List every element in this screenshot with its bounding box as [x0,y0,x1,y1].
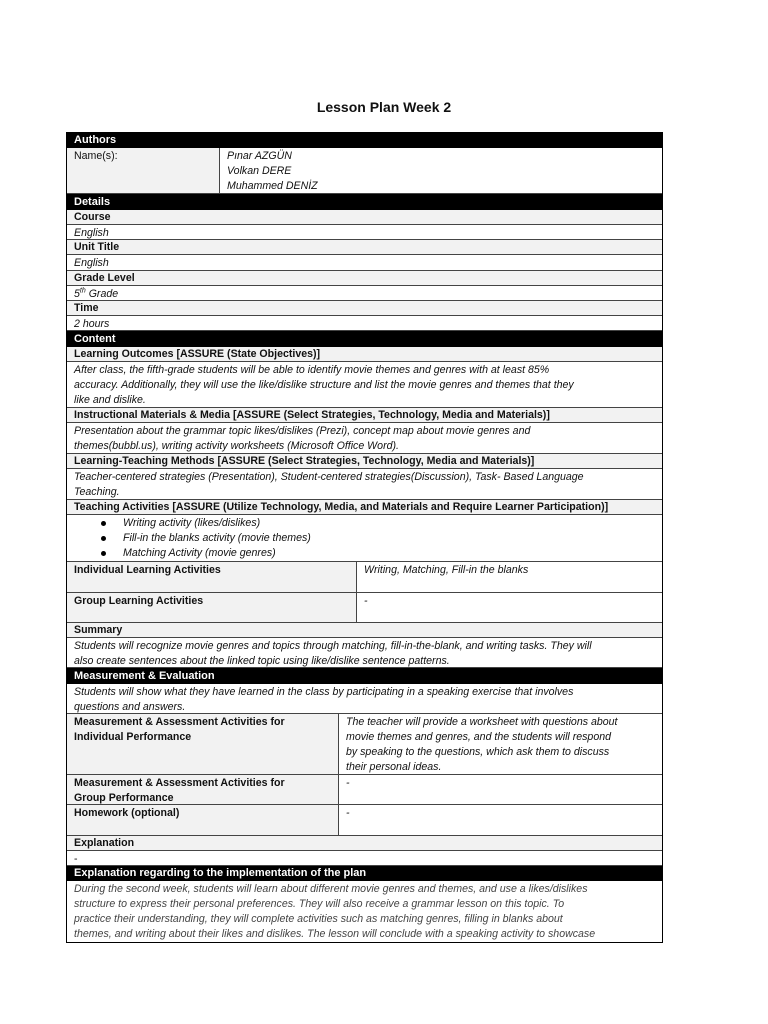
homework-row [67,805,662,836]
activities-title: Teaching Activities [74,501,170,513]
text-line: themes, and writing about their likes and dislikes. The lesson will conclude with a speaking activity to showcase [74,928,596,940]
text-line: accuracy. Additionally, they will use the like/dislike structure and list the movie genres and themes that they [74,379,574,391]
authors-header: Authors [67,132,662,148]
materials-tag: [ASSURE (Select Strategies, Technology, Media and Materials)] [232,409,550,421]
homework-label: Homework (optional) [67,805,339,835]
individual-assessment-label [67,714,339,774]
individual-assessment-row [67,714,662,775]
measurement-header: Measurement & Evaluation [67,668,662,684]
individual-activities-row [67,562,662,593]
grade-number: 5 [74,288,80,300]
text-line: structure to express their personal preferences. They will also receive a grammar lesson on this topic. To [74,898,565,910]
outcomes-title: Learning Outcomes [74,348,174,360]
group-activities-label: Group Learning Activities [67,593,357,622]
text-line: by speaking to the questions, which ask them to discuss [346,746,610,758]
materials-text [67,423,662,454]
list-item [67,546,662,561]
page-title: Lesson Plan Week 2 [316,99,452,115]
text-line: questions and answers. [74,701,186,713]
group-assessment-label [67,775,339,804]
individual-assessment-value [339,714,662,774]
implementation-text [67,881,662,942]
text-line: After class, the fifth-grade students will be able to identify movie themes and genres with at least 85% [74,364,550,376]
list-item [67,516,662,531]
author-name: Pınar AZGÜN [227,150,292,162]
time-value: 2 hours [67,316,662,331]
time-label: Time [67,301,662,316]
grade-word: Grade [85,288,119,300]
text-line: Teaching. [74,486,120,498]
details-header: Details [67,194,662,210]
authors-row [67,148,662,194]
methods-label [67,454,662,469]
methods-title: Learning-Teaching Methods [74,455,215,467]
text-line: practice their understanding, they will complete activities such as matching genres, filling in blanks about [74,913,563,925]
teaching-activities-list [67,515,662,562]
text-line: The teacher will provide a worksheet with questions about [346,716,618,728]
label-line: Individual Performance [74,731,192,743]
text-line: Students will recognize movie genres and topics through matching, fill-in-the-blank, and writing tasks. They will [74,640,592,652]
bullet-icon [101,551,106,556]
implementation-header: Explanation regarding to the implementation of the plan [67,866,662,881]
activity-text: Writing activity (likes/dislikes) [123,517,261,529]
unit-title-value: English [67,255,662,271]
homework-value: - [346,807,350,819]
text-line: movie themes and genres, and the students will respond [346,731,611,743]
course-label: Course [67,210,662,225]
author-name: Muhammed DENİZ [227,180,318,192]
bullet-icon [101,521,106,526]
lesson-plan-table [66,132,663,943]
individual-activities-label: Individual Learning Activities [67,562,357,592]
activity-text: Matching Activity (movie genres) [123,547,276,559]
methods-tag: [ASSURE (Select Strategies, Technology, Media and Materials)] [217,455,535,467]
teaching-activities-label [67,500,662,515]
materials-title: Instructional Materials & Media [74,409,230,421]
bullet-icon [101,536,106,541]
outcomes-tag: [ASSURE (State Objectives)] [176,348,321,360]
text-line: Students will show what they have learned in the class by participating in a speaking exercise that involves [74,686,574,698]
text-line: During the second week, students will learn about different movie genres and themes, and use a likes/dislikes [74,883,588,895]
summary-text [67,638,662,668]
group-activities-value: - [364,595,368,607]
grade-level-value [67,286,662,301]
grade-suffix: th [79,287,86,295]
explanation-label: Explanation [67,836,662,851]
unit-title-label: Unit Title [67,240,662,255]
author-name: Volkan DERE [227,165,292,177]
course-value: English [67,225,662,240]
text-line: like and dislike. [74,394,146,406]
learning-outcomes-text [67,362,662,408]
materials-label [67,408,662,423]
text-line: also create sentences about the linked topic using like/dislike sentence patterns. [74,655,450,667]
text-line: themes(bubbl.us), writing activity worksheets (Microsoft Office Word). [74,440,399,452]
explanation-value: - [67,851,662,866]
group-assessment-value: - [346,777,350,789]
names-label: Name(s): [67,148,220,193]
label-line: Measurement & Assessment Activities for [74,777,285,789]
author-names [220,148,662,193]
learning-outcomes-label [67,347,662,362]
methods-text [67,469,662,500]
text-line: their personal ideas. [346,761,442,773]
individual-activities-value: Writing, Matching, Fill-in the blanks [364,564,529,576]
list-item [67,531,662,546]
text-line: Teacher-centered strategies (Presentation), Student-centered strategies(Discussion), Task- Based Language [74,471,584,483]
group-assessment-row [67,775,662,805]
activities-tag: [ASSURE (Utilize Technology, Media, and Materials and Require Learner Participation)] [172,501,609,513]
summary-label: Summary [67,623,662,638]
grade-level-label: Grade Level [67,271,662,286]
activity-text: Fill-in the blanks activity (movie themes) [123,532,311,544]
content-header: Content [67,331,662,347]
measurement-text [67,684,662,714]
label-line: Group Performance [74,792,174,804]
text-line: Presentation about the grammar topic likes/dislikes (Prezi), concept map about movie genres and [74,425,531,437]
group-activities-row [67,593,662,623]
label-line: Measurement & Assessment Activities for [74,716,285,728]
